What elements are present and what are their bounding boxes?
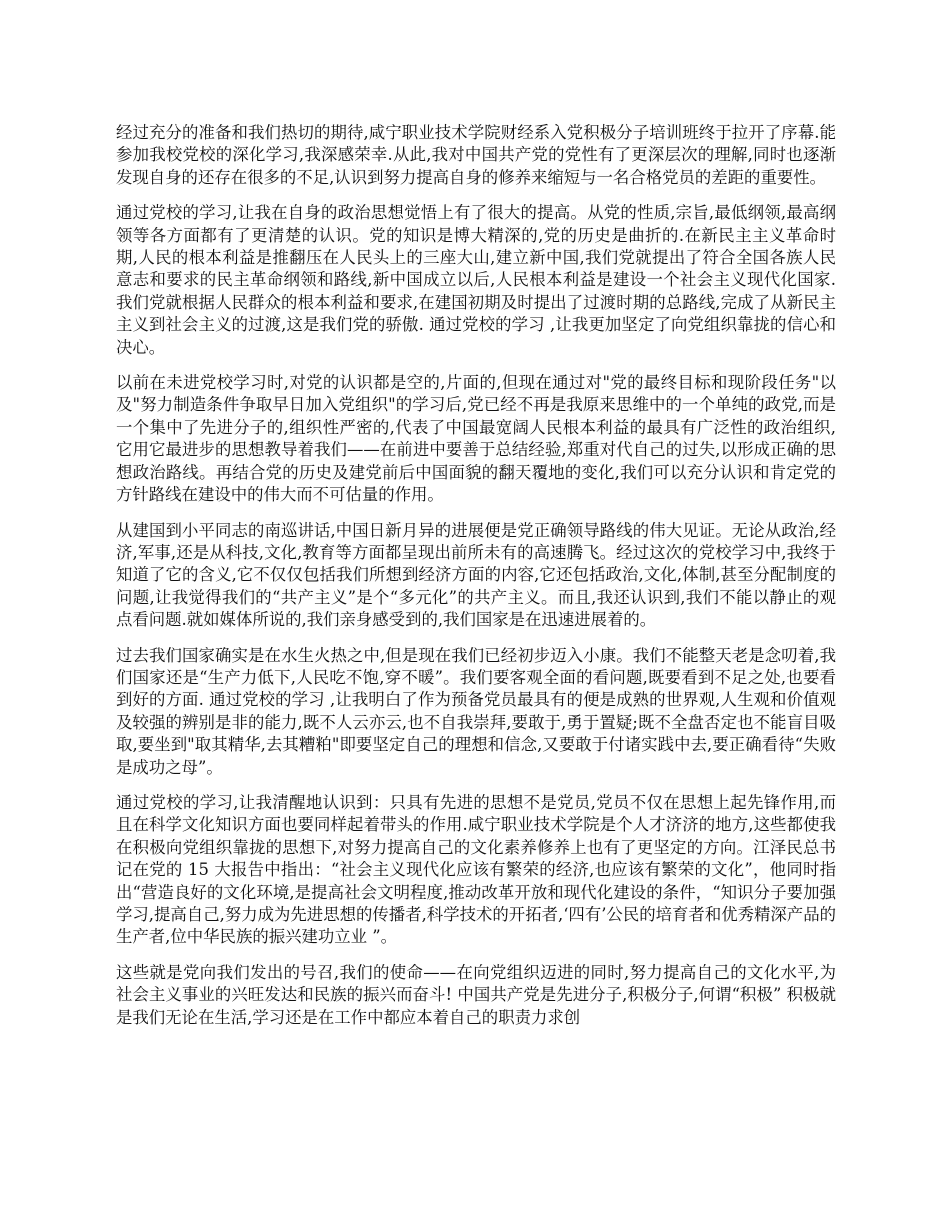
paragraph-3: 以前在未进党校学习时,对党的认识都是空的,片面的,但现在通过对"党的最终目标和现阶段任务"以及"努力制造条件争取早日加入党组织"的学习后,党已经不再是我原来思维中的一个单纯的政党,而是一个集中了先进分子的,组织性严密的,代表了中国最宽阔人民根本利益的最具有广泛性的政治组织,它用它最进步的思想教导着我们——在前进中要善于总结经验,郑重对代自己的过失,以形成正确的思想政治路线。再结合党的历史及建党前后中国面貌的翻天覆地的变化,我们可以充分认识和肯定党的方针路线在建设中的伟大而不可估量的作用。: [116, 373, 836, 505]
paragraph-4: 从建国到小平同志的南巡讲话,中国日新月异的进展便是党正确领导路线的伟大见证。无论从政治,经济,军事,还是从科技,文化,教育等方面都呈现出前所未有的高速腾飞。经过这次的党校学习中,我终于知道了它的含义,它不仅仅包括我们所想到经济方面的内容,它还包括政治,文化,体制,甚至分配制度的问题,让我觉得我们的“共产主义”是个“多元化”的共产主义。而且,我还认识到,我们不能以静止的观点看问题.就如媒体所说的,我们亲身感受到的,我们国家是在迅速进展着的。: [116, 520, 836, 630]
document-body: [116, 122, 836, 1042]
paragraph-1: 经过充分的准备和我们热切的期待,咸宁职业技术学院财经系入党积极分子培训班终于拉开了序幕.能参加我校党校的深化学习,我深感荣幸.从此,我对中国共产党的党性有了更深层次的理解,同时也逐渐发现自身的还存在很多的不足,认识到努力提高自身的修养来缩短与一名合格党员的差距的重要性。: [116, 123, 836, 187]
paragraph-6: 通过党校的学习,让我清醒地认识到：只具有先进的思想不是党员,党员不仅在思想上起先锋作用,而且在科学文化知识方面也要同样起着带头的作用.咸宁职业技术学院是个人才济济的地方,这些都使我在积极向党组织靠拢的思想下,对努力提高自己的文化素养修养上也有了更坚定的方向。江泽民总书记在党的 15 大报告中指出：“社会主义现代化应该有繁荣的经济,也应该有繁荣的文化”，他同时指出“营造良好的文化环境,是提高社会文明程度,推动改革开放和现代化建设的条件，“知识分子要加强学习,提高自己,努力成为先进思想的传播者,科学技术的开拓者,‘四有’公民的培育者和优秀精深产品的生产者,位中华民族的振兴建功立业 ”。: [116, 792, 836, 947]
paragraph-5: 过去我们国家确实是在水生火热之中,但是现在我们已经初步迈入小康。我们不能整天老是念叨着,我们国家还是“生产力低下,人民吃不饱,穿不暖”。我们要客观全面的看问题,既要看到不足之处,也要看到好的方面. 通过党校的学习 ,让我明白了作为预备党员最具有的便是成熟的世界观,人生观和价值观及较强的辨别是非的能力,既不人云亦云,也不自我崇拜,要敢于,勇于置疑;既不全盘否定也不能盲目吸取,要坐到"取其精华,去其糟粕"即要坚定自己的理想和信念,又要敢于付诸实践中去,要正确看待“失败是成功之母”。: [116, 645, 836, 777]
paragraph-2: 通过党校的学习,让我在自身的政治思想觉悟上有了很大的提高。从党的性质,宗旨,最低纲领,最高纲领等各方面都有了更清楚的认识。党的知识是博大精深的,党的历史是曲折的.在新民主主义革命时期,人民的根本利益是推翻压在人民头上的三座大山,建立新中国,我们党就提出了符合全国各族人民意志和要求的民主革命纲领和路线,新中国成立以后,人民根本利益是建设一个社会主义现代化国家.我们党就根据人民群众的根本利益和要求,在建国初期及时提出了过渡时期的总路线,完成了从新民主主义到社会主义的过渡,这是我们党的骄傲. 通过党校的学习 ,让我更加坚定了向党组织靠拢的信心和决心。: [116, 203, 836, 357]
paragraph-7: 这些就是党向我们发出的号召,我们的使命——在向党组织迈进的同时,努力提高自己的文化水平,为社会主义事业的兴旺发达和民族的振兴而奋斗! 中国共产党是先进分子,积极分子,何谓“积极” 积极就是我们无论在生活,学习还是在工作中都应本着自己的职责力求创: [116, 962, 836, 1027]
